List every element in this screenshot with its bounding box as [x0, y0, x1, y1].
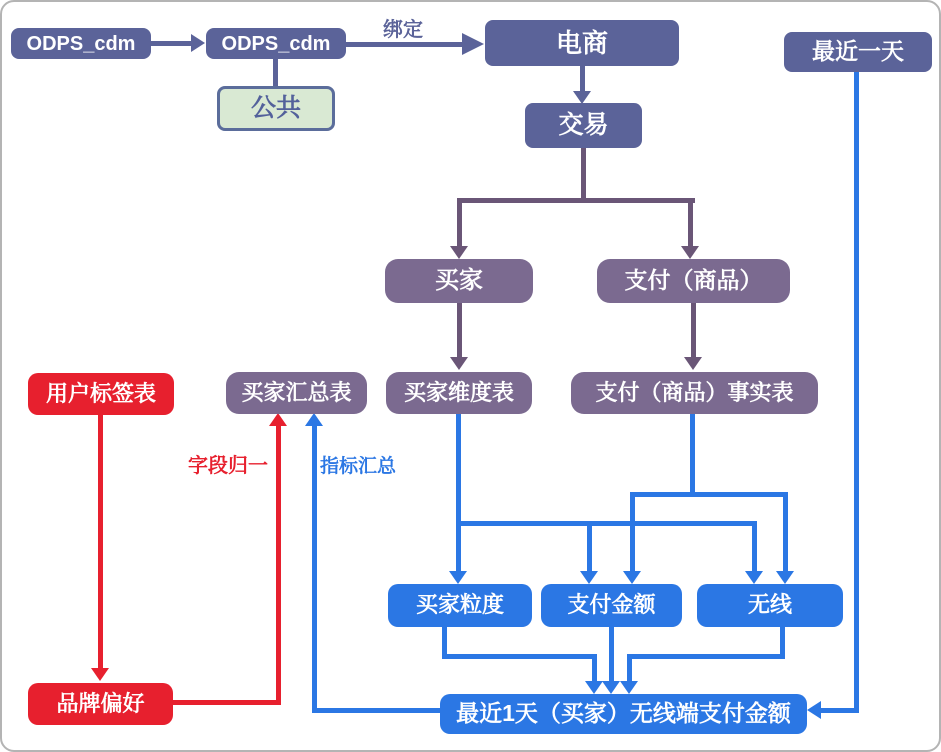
node-buyer-dimension: 买家维度表: [386, 372, 532, 414]
node-public: 公共: [217, 86, 335, 131]
edge-odps-cdm-to-public: [273, 58, 278, 86]
arrowhead-target-right: [620, 681, 638, 694]
edge-ecommerce-to-trade: [580, 65, 585, 92]
node-payment-fact: 支付（商品）事实表: [571, 372, 818, 414]
edge-trade-to-buyer: [457, 198, 462, 247]
edge-trade-to-payment: [688, 198, 693, 247]
node-payment-amount: 支付金额: [541, 584, 682, 627]
arrowhead-wireless-left: [745, 571, 763, 584]
node-brand-preference: 品牌偏好: [28, 683, 173, 725]
arrowhead-target-side: [807, 701, 821, 719]
arrowhead-payment-fact: [684, 357, 702, 370]
arrowhead-buyer-granularity: [449, 571, 467, 584]
edge-granularity-over: [442, 654, 597, 659]
arrowhead-summary-blue: [305, 413, 323, 426]
edge-trade-down-stem: [581, 148, 586, 200]
node-odps-source: ODPS_cdm: [11, 28, 151, 59]
edge-payment-to-fact: [691, 303, 696, 358]
arrowhead-summary-red: [269, 413, 287, 426]
node-odps-cdm: ODPS_cdm: [206, 28, 346, 59]
arrowhead-target-middle: [602, 681, 620, 694]
node-target-metric: 最近1天（买家）无线端支付金额: [440, 694, 807, 734]
edge-fact-branch: [630, 492, 788, 497]
node-trade: 交易: [525, 103, 642, 148]
arrowhead-target-left: [585, 681, 603, 694]
edge-granularity-to-target: [592, 654, 597, 682]
edge-payment-amount-to-target: [609, 627, 614, 681]
arrowhead-wireless-right: [776, 571, 794, 584]
edge-target-to-summary-over: [312, 708, 440, 713]
edge-recent-day-over: [821, 708, 859, 713]
edge-buyer-to-dimension: [457, 303, 462, 358]
edge-odps-source-to-odps-cdm: [151, 41, 193, 46]
edge-brand-to-summary-up: [276, 425, 281, 705]
edge-brand-over: [173, 700, 281, 705]
node-ecommerce: 电商: [485, 20, 679, 66]
edge-dimension-to-payment-amount: [587, 521, 592, 571]
edge-label-field-normalization: 字段归一: [188, 455, 268, 477]
node-wireless: 无线: [697, 584, 843, 627]
edge-target-to-summary-up: [312, 425, 317, 713]
arrowhead-payment-amount-left: [580, 571, 598, 584]
node-user-tag: 用户标签表: [28, 373, 174, 415]
arrowhead-buyer: [450, 246, 468, 259]
edge-fact-to-wireless: [783, 492, 788, 571]
node-buyer-granularity: 买家粒度: [388, 584, 532, 627]
edge-label-metric-summary: 指标汇总: [320, 456, 397, 477]
edge-odps-cdm-to-ecommerce: [346, 42, 464, 47]
edge-trade-split: [457, 198, 695, 203]
node-buyer: 买家: [385, 259, 533, 303]
arrowhead-odps-cdm: [191, 34, 205, 52]
node-buyer-summary: 买家汇总表: [226, 372, 367, 414]
edge-usertag-to-brand: [98, 415, 103, 669]
node-payment-goods: 支付（商品）: [597, 259, 790, 303]
edge-fact-down-stem: [690, 414, 695, 494]
arrowhead-ecommerce: [462, 33, 484, 55]
arrowhead-brand-preference: [91, 668, 109, 681]
node-recent-day: 最近一天: [784, 32, 932, 72]
edge-dimension-to-wireless: [752, 521, 757, 571]
edge-wireless-to-target: [627, 654, 632, 682]
edge-wireless-over: [627, 654, 785, 659]
arrowhead-payment-amount-right: [623, 571, 641, 584]
edge-dimension-down-stem: [456, 414, 461, 572]
edge-fact-to-payment-amount: [630, 492, 635, 571]
edge-label-binding: 绑定: [383, 19, 423, 41]
arrowhead-buyer-dimension: [450, 357, 468, 370]
edge-recent-day-down: [854, 71, 859, 713]
edge-dimension-branch: [456, 521, 757, 526]
arrowhead-payment-goods: [681, 246, 699, 259]
